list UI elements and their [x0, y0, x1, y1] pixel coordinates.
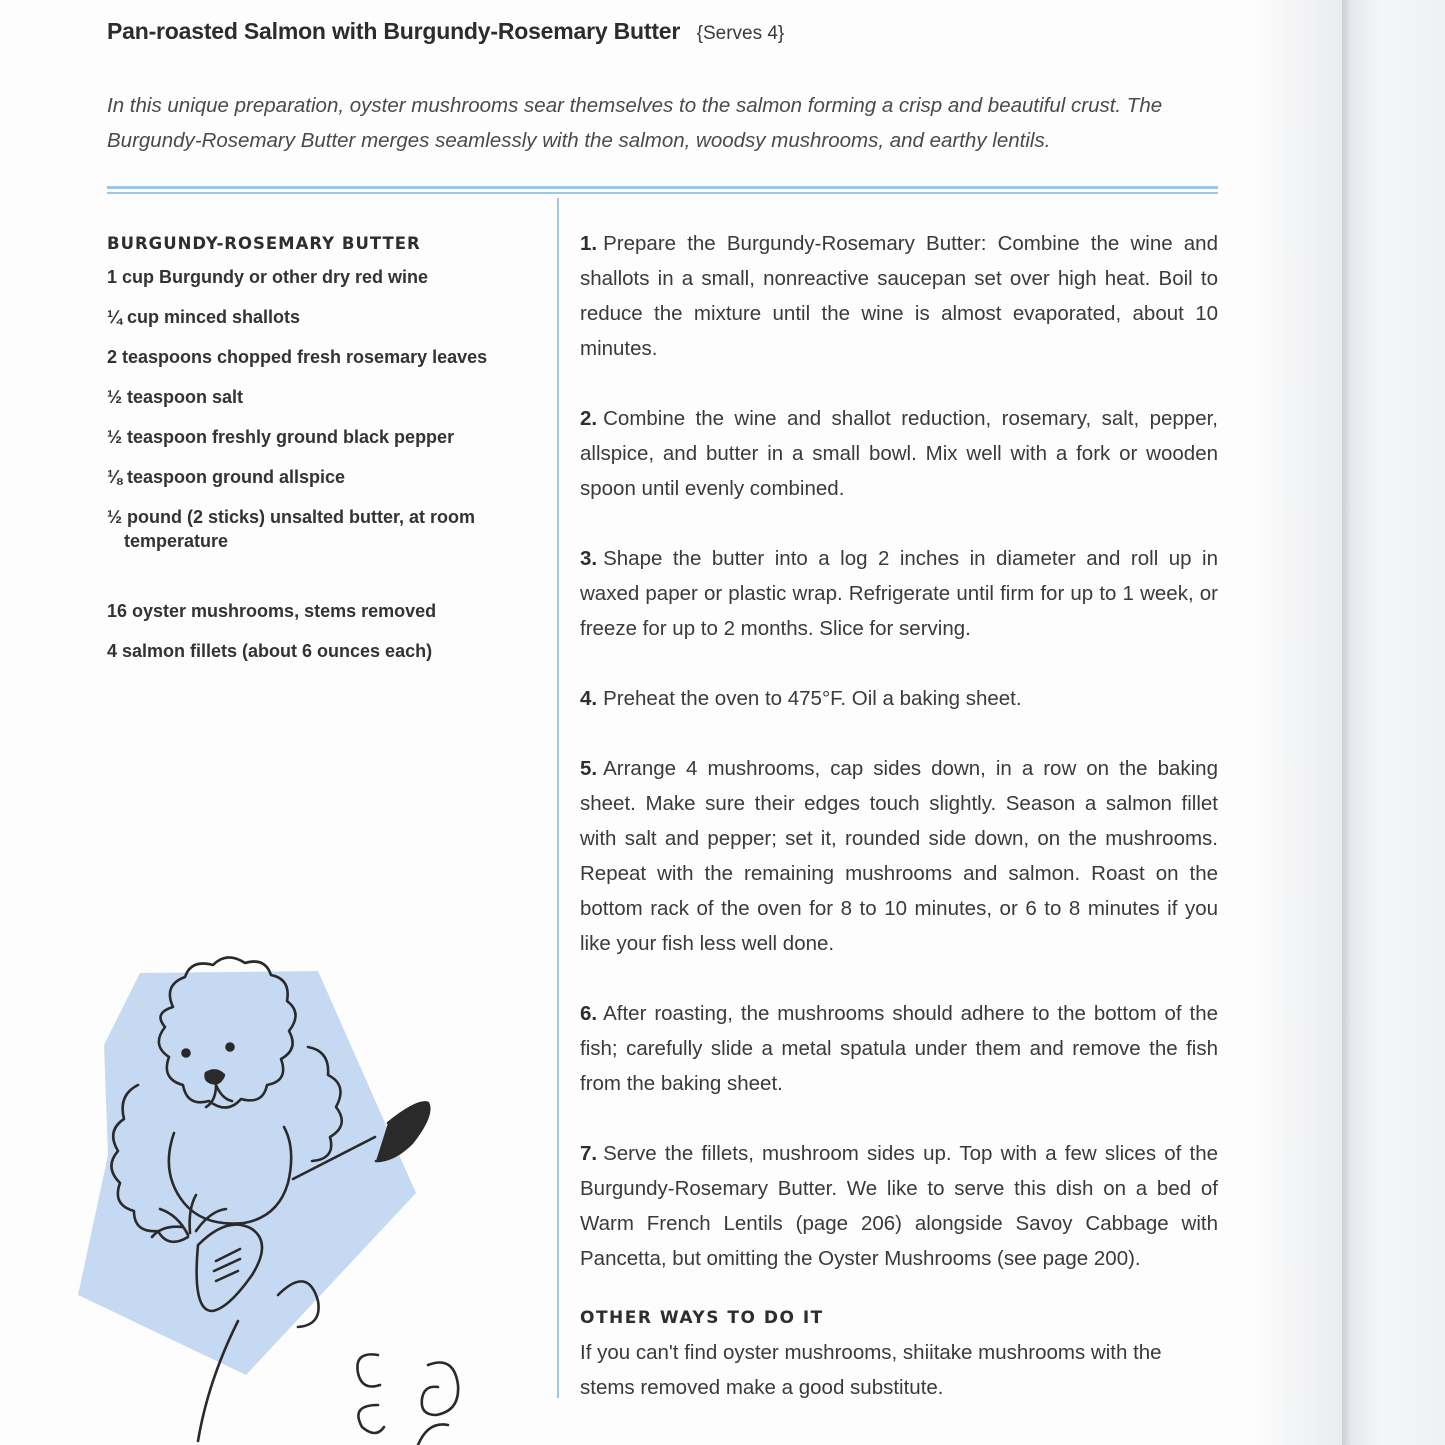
recipe-step: [580, 1136, 1218, 1276]
recipe-step: [580, 751, 1218, 961]
other-ways-heading: OTHER WAYS TO DO IT: [580, 1308, 824, 1328]
step-number: 4.: [580, 687, 598, 710]
ingredient-list-butter: [107, 265, 547, 553]
step-number: 3.: [580, 547, 598, 570]
ingredients-heading: BURGUNDY-ROSEMARY BUTTER: [107, 234, 421, 253]
step-number: 7.: [580, 1142, 598, 1165]
step-text: Arrange 4 mushrooms, cap sides down, in a row on the baking sheet. Make sure their edges touch slightly. Season a salmon fillet with salt and pepper; set it, rounded side down, on the mushrooms. Repeat with the remaining mushrooms and salmon. Roast on the bottom rack of the oven for 8 to 10 minutes, or 6 to 8 minutes if you like your fish less well done.: [580, 757, 1218, 955]
column-divider: [557, 198, 559, 1398]
step-number: 2.: [580, 407, 598, 430]
recipe-step: [580, 996, 1218, 1101]
ingredient-item: ½ teaspoon salt: [107, 387, 244, 407]
ingredient-item: 4 salmon fillets (about 6 ounces each): [107, 641, 433, 661]
ingredient-group-gap: [107, 569, 547, 599]
ingredient-item: ½ pound (2 sticks) unsalted butter, at room temperature: [107, 507, 476, 551]
recipe-serves: {Serves 4}: [696, 23, 785, 44]
ingredient-item: ¼ cup minced shallots: [107, 307, 301, 327]
ingredient-item: ⅛ teaspoon ground allspice: [107, 467, 346, 487]
step-text: Prepare the Burgundy-Rosemary Butter: Combine the wine and shallots in a small, nonreactive saucepan set over high heat. Boil to reduce the mixture until the wine is almost evaporated, about 10 minutes.: [580, 232, 1218, 360]
double-rule-bottom: [107, 192, 1218, 194]
ingredient-item: 2 teaspoons chopped fresh rosemary leaves: [107, 347, 488, 367]
recipe-title-row: [107, 18, 784, 45]
ingredient-item: ½ teaspoon freshly ground black pepper: [107, 427, 455, 447]
double-rule-top: [107, 186, 1218, 189]
ingredient-item: 16 oyster mushrooms, stems removed: [107, 601, 437, 621]
step-text: Serve the fillets, mushroom sides up. Top with a few slices of the Burgundy-Rosemary Butter. We like to serve this dish on a bed of Warm French Lentils (page 206) alongside Savoy Cabbage with Pancetta, but omitting the Oyster Mushrooms (see page 200).: [580, 1142, 1218, 1270]
recipe-title: Pan-roasted Salmon with Burgundy-Rosemary Butter: [107, 18, 681, 44]
step-text: Preheat the oven to 475°F. Oil a baking sheet.: [603, 687, 1022, 710]
ingredient-list-main: [107, 599, 547, 663]
recipe-step: [580, 226, 1218, 366]
step-number: 5.: [580, 757, 598, 780]
step-text: After roasting, the mushrooms should adhere to the bottom of the fish; carefully slide a metal spatula under them and remove the fish from the baking sheet.: [580, 1002, 1218, 1095]
steps-column: [580, 226, 1218, 1405]
poodle-chef-illustration: [78, 955, 498, 1445]
step-number: 1.: [580, 232, 598, 255]
step-text: Combine the wine and shallot reduction, rosemary, salt, pepper, allspice, and butter in a small bowl. Mix well with a fork or wooden spoon until evenly combined.: [580, 407, 1218, 500]
step-number: 6.: [580, 1002, 598, 1025]
recipe-step: [580, 541, 1218, 646]
page-curve-shadow: [1250, 0, 1342, 1445]
other-ways-text: If you can't find oyster mushrooms, shiitake mushrooms with the stems removed make a good substitute.: [580, 1341, 1162, 1399]
book-gutter: [1342, 0, 1445, 1445]
recipe-step: [580, 401, 1218, 506]
recipe-step: [580, 681, 1218, 716]
ingredient-item: 1 cup Burgundy or other dry red wine: [107, 267, 429, 287]
ingredients-column: [107, 231, 547, 679]
step-text: Shape the butter into a log 2 inches in diameter and roll up in waxed paper or plastic wrap. Refrigerate until firm for up to 1 week, or freeze for up to 2 months. Slice for serving.: [580, 547, 1218, 640]
illustration-blue-shape: [78, 971, 416, 1375]
recipe-intro: In this unique preparation, oyster mushrooms sear themselves to the salmon forming a crisp and beautiful crust. The Burgundy-Rosemary Butter merges seamlessly with the salmon, woodsy mushrooms, and earthy lentils.: [107, 94, 1163, 152]
